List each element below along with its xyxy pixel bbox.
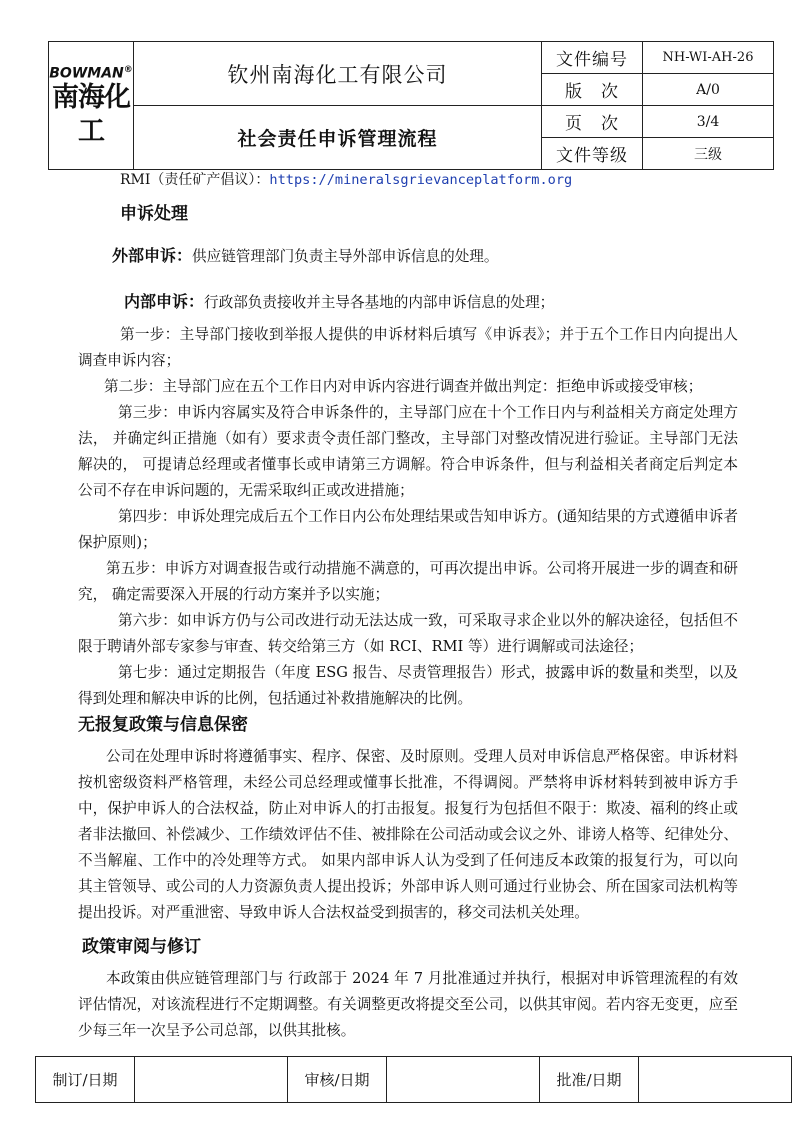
external-grievance-text: 供应链管理部门负责主导外部申诉信息的处理。 xyxy=(192,248,499,265)
step-4: 第四步：申诉处理完成后五个工作日内公布处理结果或告知申诉方。(通知结果的方式遵循申诉者保护原则)； xyxy=(78,508,738,551)
approved-date-field[interactable] xyxy=(639,1057,792,1103)
rmi-url-link[interactable]: https://mineralsgrievanceplatform.org xyxy=(269,172,573,188)
non-retaliation-text: 公司在处理申诉时将遵循事实、程序、保密、及时原则。受理人员对申诉信息严格保密。申诉材料按机密级资料严格管理，未经公司总经理或懂事长批准，不得调阅。严禁将申诉材料转到被申诉方手中，保护申诉人的合法权益，防止对申诉人的打击报复。报复行为包括但不限于：欺凌、福利的终止或者非法撤回、补偿减少、工作绩效评估不佳、被排除在公司活动或会议之外、诽谤人格等、纪律处分、不当解雇、工作中的冷处理等方式。 如果内部申诉人认为受到了任何违反本政策的报复行为，可以向其主管领导、或公司的人力资源负责人提出投诉；外部申诉人则可通过行业协会、所在国家司法机构等提出投诉。对严重泄密、导致申诉人合法权益受到损害的，移交司法机关处理。 xyxy=(78,748,738,921)
meta-value-page: 3/4 xyxy=(643,106,774,138)
meta-value-doc-number: NH-WI-AH-26 xyxy=(643,42,774,74)
section-title-non-retaliation: 无报复政策与信息保密 xyxy=(78,715,248,735)
logo-latin-text: BOWMAN xyxy=(49,65,124,82)
step-7: 第七步：通过定期报告（年度 ESG 报告、尽责管理报告）形式，披露申诉的数量和类型，以及得到处理和解决申诉的比例，包括通过补救措施解决的比例。 xyxy=(78,664,738,707)
internal-grievance-label: 内部申诉： xyxy=(124,292,205,311)
meta-label-version: 版 次 xyxy=(542,74,643,106)
meta-value-level: 三级 xyxy=(643,138,774,170)
external-grievance-label: 外部申诉： xyxy=(112,246,193,265)
approved-date-label: 批准/日期 xyxy=(540,1057,639,1103)
non-retaliation-paragraph xyxy=(78,744,738,926)
meta-label-doc-number: 文件编号 xyxy=(542,42,643,74)
internal-grievance-paragraph xyxy=(124,289,754,316)
section-title-grievance-handling: 申诉处理 xyxy=(120,204,188,224)
meta-label-page: 页 次 xyxy=(542,106,643,138)
company-logo xyxy=(49,42,134,170)
rmi-line xyxy=(120,169,572,191)
document-header xyxy=(48,41,774,170)
step-3: 第三步：申诉内容属实及符合申诉条件的，主导部门应在十个工作日内与利益相关方商定处理方法， 并确定纠正措施（如有）要求责令责任部门整改，主导部门对整改情况进行验证。主导部门无法解决的， 可提请总经理或者懂事长或申请第三方调解。符合申诉条件，但与利益相关者商定后判定本公司不存在申诉问题的，无需采取纠正或改进措施； xyxy=(78,404,738,499)
step-2: 第二步：主导部门应在五个工作日内对申诉内容进行调查并做出判定：拒绝申诉或接受审核； xyxy=(104,378,703,395)
policy-review-paragraph xyxy=(78,966,738,1044)
company-name: 钦州南海化工有限公司 xyxy=(134,42,542,106)
drafted-date-label: 制订/日期 xyxy=(36,1057,135,1103)
rmi-prefix: RMI（责任矿产倡议）： xyxy=(120,172,270,188)
logo-chinese-text: 南海化工 xyxy=(52,82,130,148)
registered-mark: ® xyxy=(123,64,133,75)
grievance-steps xyxy=(78,322,738,712)
step-5: 第五步：申诉方对调查报告或行动措施不满意的，可再次提出申诉。公司将开展进一步的调查和研究， 确定需要深入开展的行动方案并予以实施； xyxy=(78,560,738,603)
policy-review-text: 本政策由供应链管理部门与 行政部于 2024 年 7 月批准通过并执行，根据对申诉管理流程的有效评估情况，对该流程进行不定期调整。有关调整更改将提交至公司，以供其审阅。若内容无变更，应至少每三年一次呈予公司总部，以供其批核。 xyxy=(78,970,738,1039)
meta-label-level: 文件等级 xyxy=(542,138,643,170)
reviewed-date-field[interactable] xyxy=(387,1057,540,1103)
external-grievance-paragraph xyxy=(112,243,752,270)
reviewed-date-label: 审核/日期 xyxy=(288,1057,387,1103)
signature-footer xyxy=(35,1056,792,1103)
step-6: 第六步：如申诉方仍与公司改进行动无法达成一致，可采取寻求企业以外的解决途径，包括但不限于聘请外部专家参与审查、转交给第三方（如 RCI、RMI 等）进行调解或司法途径； xyxy=(78,612,738,655)
drafted-date-field[interactable] xyxy=(135,1057,288,1103)
section-title-policy-review: 政策审阅与修订 xyxy=(82,937,201,957)
step-1: 第一步：主导部门接收到举报人提供的申诉材料后填写《申诉表》；并于五个工作日内向提出人调查申诉内容； xyxy=(78,326,738,369)
document-title: 社会责任申诉管理流程 xyxy=(134,106,542,170)
meta-value-version: A/0 xyxy=(643,74,774,106)
internal-grievance-text: 行政部负责接收并主导各基地的内部申诉信息的处理； xyxy=(204,294,555,311)
